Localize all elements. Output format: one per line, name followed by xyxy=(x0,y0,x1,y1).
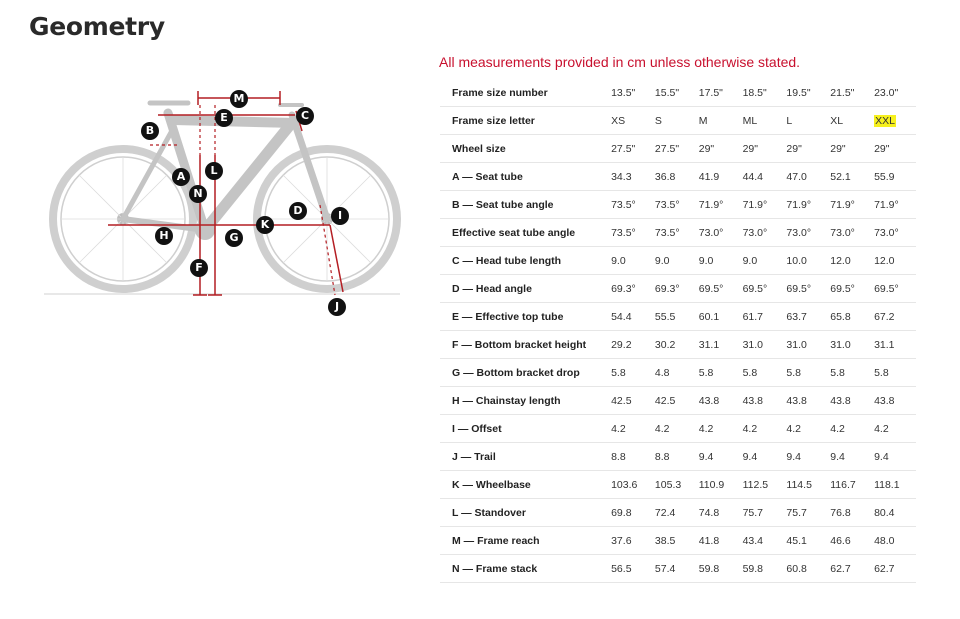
table-cell: 43.8 xyxy=(872,387,916,415)
table-cell: 73.0° xyxy=(784,219,828,247)
table-cell: 56.5 xyxy=(609,555,653,583)
table-cell: 23.0" xyxy=(872,79,916,107)
row-label: B — Seat tube angle xyxy=(440,191,609,219)
table-cell: ML xyxy=(741,107,785,135)
table-cell: 8.8 xyxy=(609,443,653,471)
table-cell: 9.4 xyxy=(784,443,828,471)
table-cell: 10.0 xyxy=(784,247,828,275)
table-row xyxy=(440,247,916,275)
table-cell: 29" xyxy=(741,135,785,163)
table-cell: 69.3° xyxy=(609,275,653,303)
marker-c: C xyxy=(296,107,314,125)
table-cell: 73.5° xyxy=(609,191,653,219)
row-label: A — Seat tube xyxy=(440,163,609,191)
table-cell: 73.0° xyxy=(872,219,916,247)
table-cell: 59.8 xyxy=(697,555,741,583)
table-cell: 46.6 xyxy=(828,527,872,555)
table-cell: 31.1 xyxy=(872,331,916,359)
table-cell: 71.9° xyxy=(872,191,916,219)
marker-g: G xyxy=(225,229,243,247)
table-row xyxy=(440,471,916,499)
table-cell: 105.3 xyxy=(653,471,697,499)
table-cell: 5.8 xyxy=(828,359,872,387)
table-cell: 60.8 xyxy=(784,555,828,583)
table-cell: 43.8 xyxy=(784,387,828,415)
table-row xyxy=(440,303,916,331)
table-cell: 48.0 xyxy=(872,527,916,555)
table-cell: 63.7 xyxy=(784,303,828,331)
marker-i: I xyxy=(331,207,349,225)
marker-d: D xyxy=(289,202,307,220)
table-cell: 69.5° xyxy=(741,275,785,303)
table-row xyxy=(440,79,916,107)
row-label: D — Head angle xyxy=(440,275,609,303)
table-cell: 31.0 xyxy=(784,331,828,359)
table-cell: 45.1 xyxy=(784,527,828,555)
table-row xyxy=(440,219,916,247)
table-row xyxy=(440,275,916,303)
row-label: J — Trail xyxy=(440,443,609,471)
table-cell: 4.2 xyxy=(741,415,785,443)
table-cell: 5.8 xyxy=(784,359,828,387)
table-row xyxy=(440,191,916,219)
table-cell: 43.4 xyxy=(741,527,785,555)
table-cell: 4.2 xyxy=(784,415,828,443)
table-cell: 41.9 xyxy=(697,163,741,191)
table-cell: 42.5 xyxy=(653,387,697,415)
table-cell: 9.4 xyxy=(697,443,741,471)
marker-f: F xyxy=(190,259,208,277)
table-cell: L xyxy=(784,107,828,135)
row-label: K — Wheelbase xyxy=(440,471,609,499)
table-cell: 12.0 xyxy=(828,247,872,275)
table-cell: 76.8 xyxy=(828,499,872,527)
table-cell: 5.8 xyxy=(697,359,741,387)
table-cell: 73.0° xyxy=(697,219,741,247)
table-cell: 29" xyxy=(784,135,828,163)
table-row xyxy=(440,499,916,527)
table-cell: 69.3° xyxy=(653,275,697,303)
table-cell: 18.5" xyxy=(741,79,785,107)
table-row xyxy=(440,527,916,555)
row-label: Frame size letter xyxy=(440,107,609,135)
row-label: F — Bottom bracket height xyxy=(440,331,609,359)
table-cell: 9.4 xyxy=(828,443,872,471)
table-cell: 55.9 xyxy=(872,163,916,191)
row-label: G — Bottom bracket drop xyxy=(440,359,609,387)
table-row xyxy=(440,331,916,359)
table-cell: 114.5 xyxy=(784,471,828,499)
table-cell: 36.8 xyxy=(653,163,697,191)
marker-e: E xyxy=(215,109,233,127)
table-cell: 31.0 xyxy=(741,331,785,359)
table-cell: 29" xyxy=(828,135,872,163)
table-cell: 43.8 xyxy=(828,387,872,415)
table-cell: 4.2 xyxy=(609,415,653,443)
table-cell: 27.5" xyxy=(609,135,653,163)
highlighted-value: XXL xyxy=(875,114,895,127)
table-cell: 62.7 xyxy=(872,555,916,583)
marker-k: K xyxy=(256,216,274,234)
table-cell: 75.7 xyxy=(784,499,828,527)
table-cell: 30.2 xyxy=(653,331,697,359)
row-label: I — Offset xyxy=(440,415,609,443)
table-cell: 118.1 xyxy=(872,471,916,499)
table-cell: 21.5" xyxy=(828,79,872,107)
table-cell: 31.0 xyxy=(828,331,872,359)
marker-b: B xyxy=(141,122,159,140)
table-cell: 27.5" xyxy=(653,135,697,163)
table-cell: 9.0 xyxy=(741,247,785,275)
table-cell: 65.8 xyxy=(828,303,872,331)
table-cell: 41.8 xyxy=(697,527,741,555)
units-notice: All measurements provided in cm unless otherwise stated. xyxy=(439,54,801,70)
table-cell: 5.8 xyxy=(741,359,785,387)
table-row xyxy=(440,555,916,583)
table-cell: 9.4 xyxy=(741,443,785,471)
table-cell: 71.9° xyxy=(741,191,785,219)
marker-m: M xyxy=(230,90,248,108)
table-cell: 69.5° xyxy=(697,275,741,303)
table-cell: 54.4 xyxy=(609,303,653,331)
table-cell: 73.5° xyxy=(609,219,653,247)
table-cell: 5.8 xyxy=(609,359,653,387)
marker-l: L xyxy=(205,162,223,180)
table-cell: 61.7 xyxy=(741,303,785,331)
table-cell: 29" xyxy=(872,135,916,163)
table-cell: 80.4 xyxy=(872,499,916,527)
table-cell: 71.9° xyxy=(828,191,872,219)
table-cell: 74.8 xyxy=(697,499,741,527)
table-cell: 19.5" xyxy=(784,79,828,107)
table-cell: 47.0 xyxy=(784,163,828,191)
row-label: C — Head tube length xyxy=(440,247,609,275)
table-cell: 72.4 xyxy=(653,499,697,527)
table-cell: 62.7 xyxy=(828,555,872,583)
table-cell: 5.8 xyxy=(872,359,916,387)
table-cell: 57.4 xyxy=(653,555,697,583)
table-cell: 52.1 xyxy=(828,163,872,191)
table-row xyxy=(440,415,916,443)
table-cell: 34.3 xyxy=(609,163,653,191)
table-cell: 9.4 xyxy=(872,443,916,471)
table-cell: 73.0° xyxy=(741,219,785,247)
table-cell: 8.8 xyxy=(653,443,697,471)
table-cell: 37.6 xyxy=(609,527,653,555)
table-cell: 17.5" xyxy=(697,79,741,107)
table-cell: 73.5° xyxy=(653,191,697,219)
table-cell: 112.5 xyxy=(741,471,785,499)
table-cell: 42.5 xyxy=(609,387,653,415)
table-cell: 67.2 xyxy=(872,303,916,331)
table-cell: 71.9° xyxy=(697,191,741,219)
table-row xyxy=(440,107,916,135)
geometry-table xyxy=(440,79,916,583)
table-cell: 69.5° xyxy=(828,275,872,303)
marker-h: H xyxy=(155,227,173,245)
table-cell: 75.7 xyxy=(741,499,785,527)
table-cell: 59.8 xyxy=(741,555,785,583)
table-cell: 69.5° xyxy=(784,275,828,303)
page-title: Geometry xyxy=(29,12,165,41)
table-cell: M xyxy=(697,107,741,135)
table-cell: 4.2 xyxy=(653,415,697,443)
table-cell: 13.5" xyxy=(609,79,653,107)
table-cell: 31.1 xyxy=(697,331,741,359)
marker-j: J xyxy=(328,298,346,316)
table-cell: 110.9 xyxy=(697,471,741,499)
table-cell: 60.1 xyxy=(697,303,741,331)
table-row xyxy=(440,163,916,191)
row-label: N — Frame stack xyxy=(440,555,609,583)
table-cell: S xyxy=(653,107,697,135)
table-cell: 4.2 xyxy=(828,415,872,443)
table-cell: 4.2 xyxy=(872,415,916,443)
table-cell: 4.2 xyxy=(697,415,741,443)
table-cell: XL xyxy=(828,107,872,135)
table-cell: 103.6 xyxy=(609,471,653,499)
table-cell: 69.8 xyxy=(609,499,653,527)
table-cell: 73.5° xyxy=(653,219,697,247)
table-row xyxy=(440,359,916,387)
table-cell: 55.5 xyxy=(653,303,697,331)
row-label: M — Frame reach xyxy=(440,527,609,555)
table-cell: 9.0 xyxy=(609,247,653,275)
table-row xyxy=(440,135,916,163)
table-cell: 71.9° xyxy=(784,191,828,219)
table-cell: 29" xyxy=(697,135,741,163)
table-cell: 9.0 xyxy=(653,247,697,275)
table-cell: 116.7 xyxy=(828,471,872,499)
row-label: E — Effective top tube xyxy=(440,303,609,331)
table-cell: 15.5" xyxy=(653,79,697,107)
table-cell: 43.8 xyxy=(697,387,741,415)
table-row xyxy=(440,443,916,471)
table-cell: 29.2 xyxy=(609,331,653,359)
table-row xyxy=(440,387,916,415)
row-label: H — Chainstay length xyxy=(440,387,609,415)
marker-a: A xyxy=(172,168,190,186)
table-cell: 4.8 xyxy=(653,359,697,387)
table-cell: 38.5 xyxy=(653,527,697,555)
marker-n: N xyxy=(189,185,207,203)
row-label: Frame size number xyxy=(440,79,609,107)
table-cell: 43.8 xyxy=(741,387,785,415)
table-cell: 12.0 xyxy=(872,247,916,275)
row-label: L — Standover xyxy=(440,499,609,527)
table-cell: 44.4 xyxy=(741,163,785,191)
row-label: Effective seat tube angle xyxy=(440,219,609,247)
table-cell: 69.5° xyxy=(872,275,916,303)
row-label: Wheel size xyxy=(440,135,609,163)
table-cell: 73.0° xyxy=(828,219,872,247)
table-cell: XS xyxy=(609,107,653,135)
table-cell xyxy=(872,107,916,135)
table-cell: 9.0 xyxy=(697,247,741,275)
